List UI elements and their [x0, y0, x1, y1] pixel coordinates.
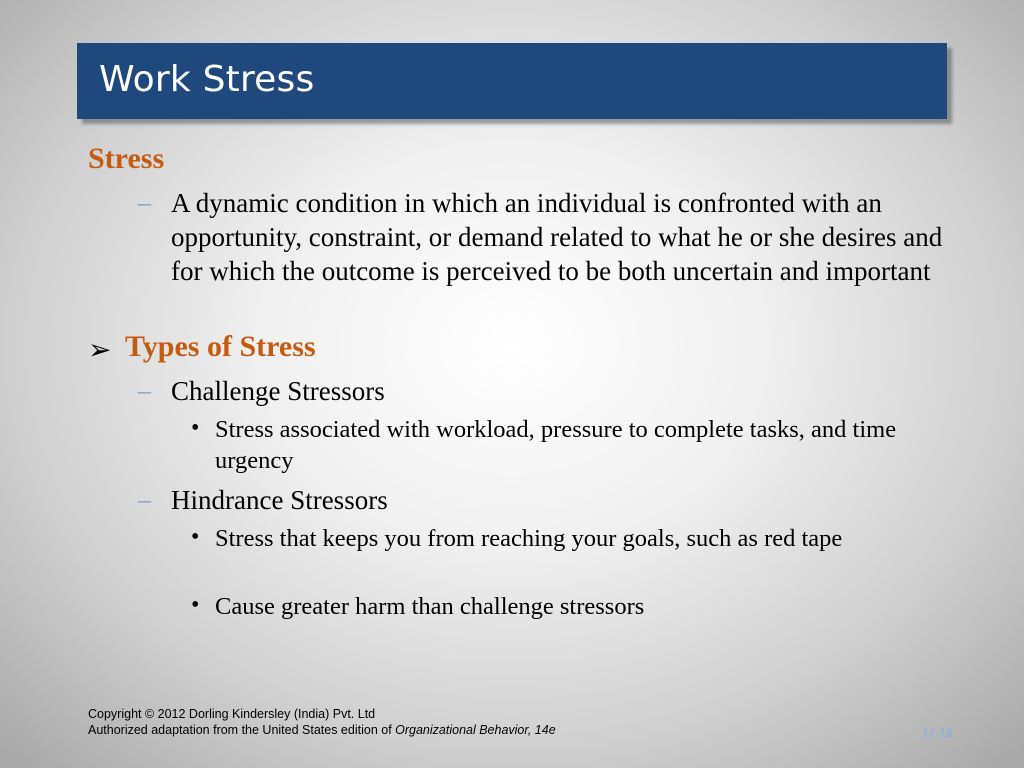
dash-marker: – — [138, 376, 151, 405]
bullet-dot: • — [191, 524, 200, 550]
hindrance-stressors-point-1: Stress that keeps you from reaching your goals, such as red tape — [215, 525, 843, 552]
adaptation-line — [88, 722, 568, 738]
hindrance-stressors-point-2: Cause greater harm than challenge stressors — [215, 593, 645, 620]
adaptation-prefix: Authorized adaptation from the United States edition of — [88, 723, 396, 737]
bullet-dot: • — [191, 592, 200, 618]
challenge-stressors-point: Stress associated with workload, pressure to complete tasks, and time urgency — [215, 416, 897, 474]
copyright-line: Copyright © 2012 Dorling Kindersley (India) Pvt. Ltd — [88, 707, 376, 721]
stress-definition: A dynamic condition in which an individual is confronted with an opportunity, constraint, or demand related to what he or she desires and for which the outcome is perceived to be both uncertain and important — [171, 188, 943, 286]
hindrance-stressors-heading: Hindrance Stressors — [171, 485, 388, 515]
footer-copyright — [88, 706, 568, 738]
arrow-bullet-icon: ➢ — [88, 333, 112, 366]
title-bar — [77, 43, 947, 119]
dash-marker: – — [138, 188, 151, 217]
book-title: Organizational Behavior, 14e — [395, 723, 556, 737]
slide-title: Work Stress — [99, 59, 315, 100]
challenge-stressors-heading: Challenge Stressors — [171, 376, 385, 406]
slide-number: 17-18 — [922, 726, 953, 740]
dash-marker: – — [138, 485, 151, 514]
heading-stress: Stress — [88, 142, 165, 175]
bullet-dot: • — [191, 415, 200, 441]
heading-types-of-stress: Types of Stress — [125, 330, 316, 363]
